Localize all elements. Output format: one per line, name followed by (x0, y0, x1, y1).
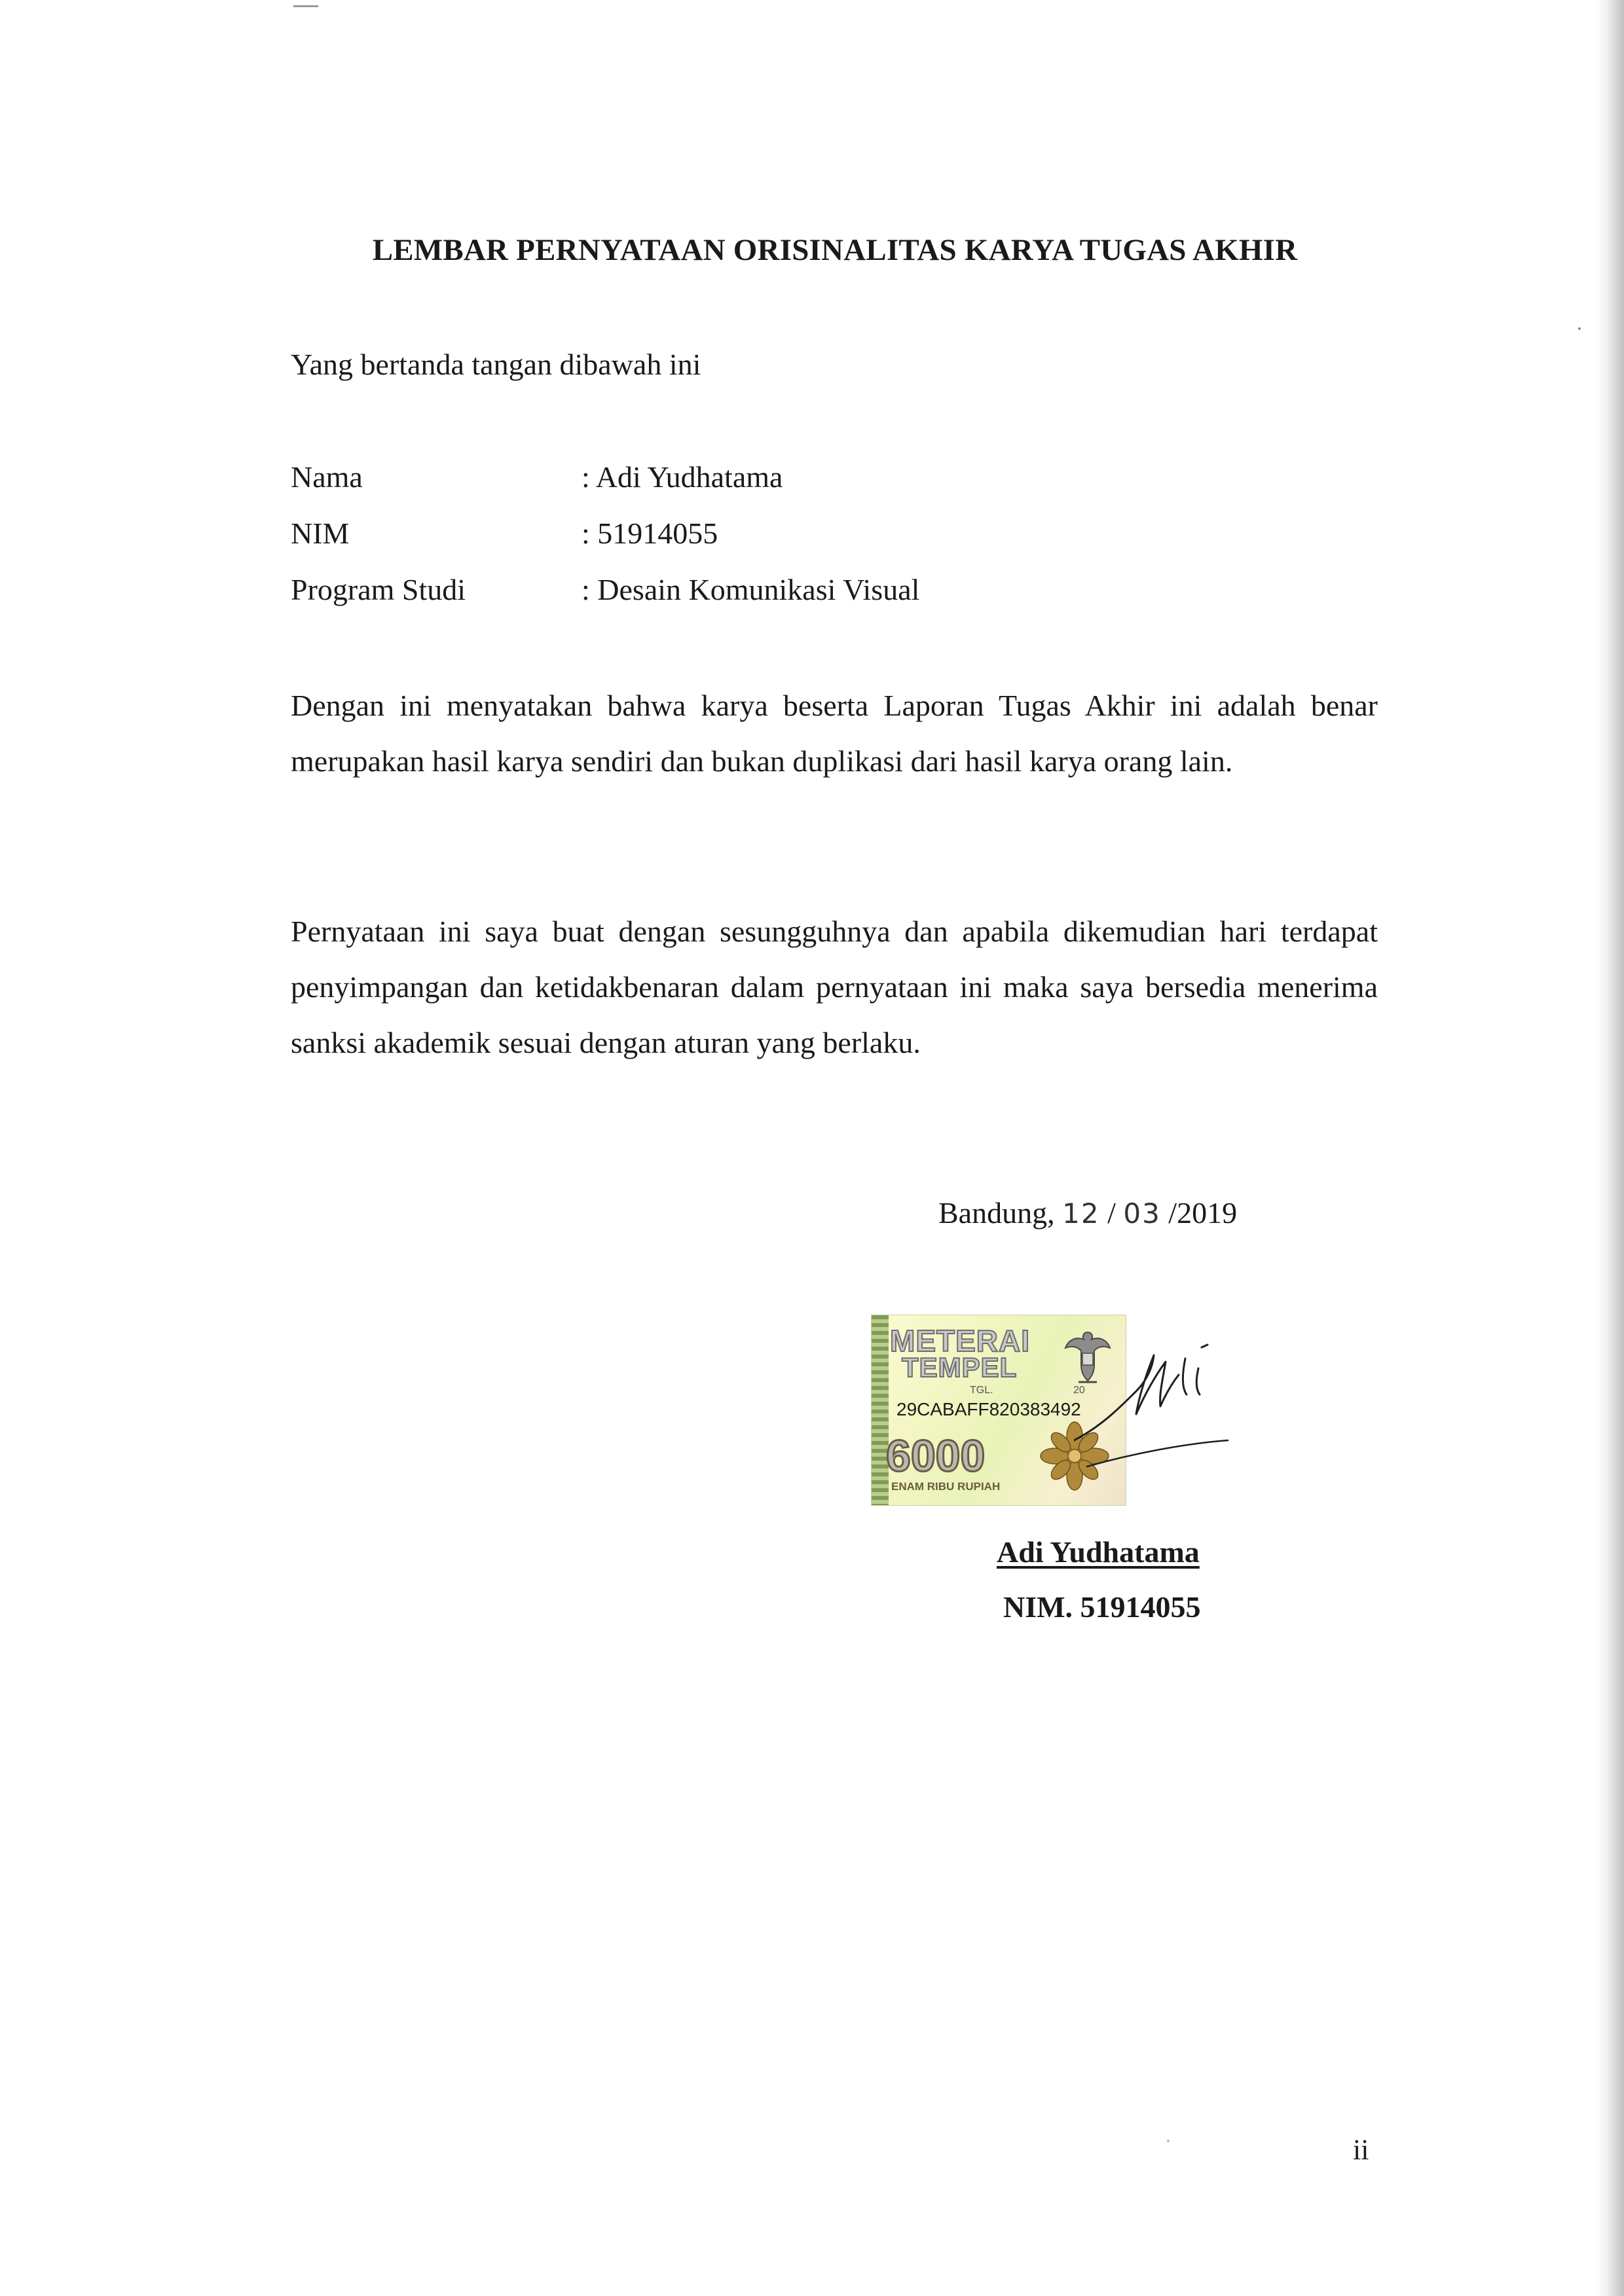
field-value-nim: : 51914055 (581, 517, 718, 550)
stamp-date-label: TGL. (970, 1385, 993, 1396)
date-separator: / (1168, 1196, 1177, 1230)
stamp-title-line2: TEMPEL (902, 1352, 1018, 1383)
statement-paragraph-2: Pernyataan ini saya buat dengan sesungguhnya dan apabila dikemudian hari terdapat penyimpangan dan ketidakbenaran dalam pernyataan ini maka saya bersedia menerima sanksi akademik sesuai dengan aturan yang berlaku. (291, 915, 1378, 1059)
scan-edge-shadow (1595, 0, 1624, 2296)
statement-paragraph-1: Dengan ini menyatakan bahwa karya beserta Laporan Tugas Akhir ini adalah benar merupakan hasil karya sendiri dan bukan duplikasi dari hasil karya orang lain. (291, 689, 1378, 778)
stamp-year-prefix: 20 (1073, 1385, 1085, 1396)
signer-nim: NIM. 51914055 (1003, 1590, 1201, 1624)
scan-speck (1578, 327, 1581, 330)
stamp-serial-number: 29CABAFF820383492 (896, 1399, 1081, 1419)
field-label-nama: Nama (291, 460, 363, 494)
scan-mark (293, 5, 318, 7)
place-date (938, 1195, 1237, 1230)
stamp-amount-words: ENAM RIBU RUPIAH (891, 1480, 1001, 1493)
place-label: Bandung, (938, 1196, 1055, 1230)
scan-speck (1167, 2140, 1170, 2142)
document-title: LEMBAR PERNYATAAN ORISINALITAS KARYA TUGAS AKHIR (372, 233, 1298, 267)
field-value-nama: : Adi Yudhatama (581, 460, 783, 494)
handwritten-day: 12 (1062, 1197, 1100, 1230)
stamp-amount: 6000 (886, 1431, 986, 1481)
signer-name: Adi Yudhatama (997, 1535, 1200, 1569)
stamp-title-line1: METERAI (890, 1324, 1030, 1358)
field-label-nim: NIM (291, 517, 350, 550)
intro-text: Yang bertanda tangan dibawah ini (291, 348, 701, 381)
handwritten-signature (1074, 1329, 1244, 1480)
date-year: 2019 (1177, 1196, 1238, 1230)
handwritten-month: 03 (1123, 1197, 1161, 1230)
field-value-program-studi: : Desain Komunikasi Visual (581, 573, 920, 606)
field-label-program-studi: Program Studi (291, 573, 466, 606)
date-separator: / (1107, 1196, 1116, 1230)
page-number: ii (1353, 2134, 1369, 2166)
